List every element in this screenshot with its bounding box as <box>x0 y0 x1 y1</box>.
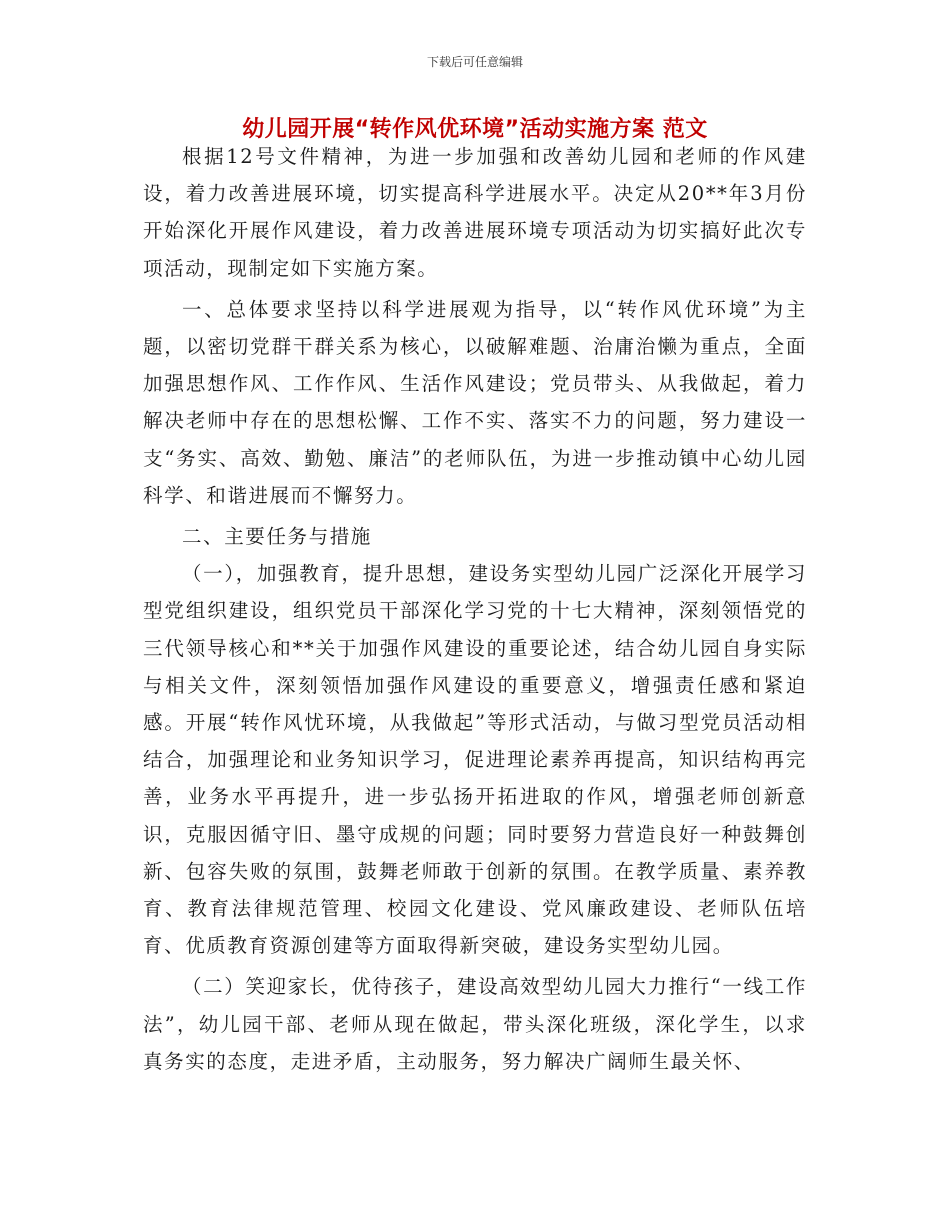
paragraph-task-two: （二）笑迎家长，优待孩子，建设高效型幼儿园大力推行“一线工作法”，幼儿园干部、老师从现在做起，带头深化班级，深化学生，以求真务实的态度，走进矛盾，主动服务，努力解决广阔师生最关怀、 <box>143 975 807 1073</box>
paragraph-task-one: （一），加强教育，提升思想，建设务实型幼儿园广泛深化开展学习型党组织建设，组织党员干部深化学习党的十七大精神，深刻领悟党的三代领导核心和**关于加强作风建设的重要论述，结合幼儿园自身实际与相关文件，深刻领悟加强作风建设的重要意义，增强责任感和紧迫感。开展“转作风忧环境，从我做起”等形式活动，与做习型党员活动相结合，加强理论和业务知识学习，促进理论素养再提高，知识结构再完善，业务水平再提升，进一步弘扬开拓进取的作风，增强老师创新意识，克服因循守旧、墨守成规的问题；同时要努力营造良好一种鼓舞创新、包容失败的氛围，鼓舞老师敢于创新的氛围。在教学质量、素养教育、教育法律规范管理、校园文化建设、党风廉政建设、老师队伍培育、优质教育资源创建等方面取得新突破，建设务实型幼儿园。 <box>143 562 807 958</box>
header-note: 下载后可任意编辑 <box>426 55 523 69</box>
paragraph-section-heading: 二、主要任务与措施 <box>182 525 372 549</box>
paragraph-intro: 根据12号文件精神，为进一步加强和改善幼儿园和老师的作风建设，着力改善进展环境，切实提高科学进展水平。决定从20**年3月份开始深化开展作风建设，着力改善进展环境专项活动为切实搞好此次专项活动，现制定如下实施方案。 <box>143 145 807 280</box>
paragraph-general-requirements: 一、总体要求坚持以科学进展观为指导，以“转作风优环境”为主题，以密切党群干群关系为核心，以破解难题、治庸治懒为重点，全面加强思想作风、工作作风、生活作风建设；党员带头、从我做起，着力解决老师中存在的思想松懈、工作不实、落实不力的问题，努力建设一支“务实、高效、勤勉、廉洁”的老师队伍，为进一步推动镇中心幼儿园科学、和谐进展而不懈努力。 <box>143 297 807 507</box>
document-title: 幼儿园开展“转作风优环境”活动实施方案 范文 <box>242 117 708 142</box>
document-body <box>143 138 807 1080</box>
